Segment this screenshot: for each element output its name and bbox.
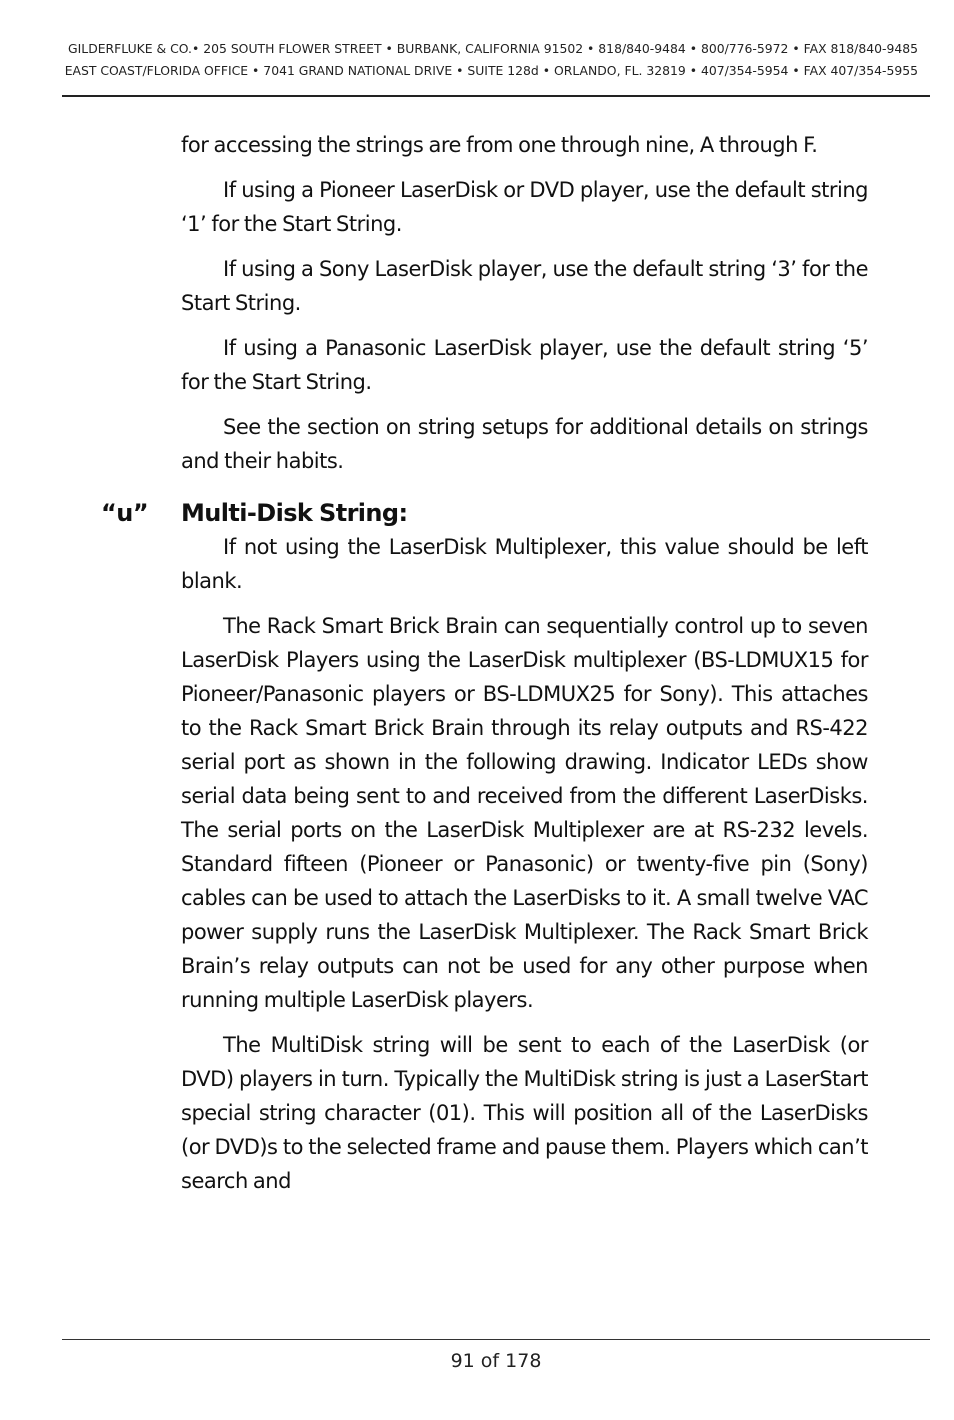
body-paragraph-3: If using a Sony LaserDisk player, use the default string ‘3’ for the Start String. <box>181 257 868 315</box>
multi-disk-section <box>101 496 868 1198</box>
footer-divider <box>62 1339 930 1340</box>
letterhead <box>62 38 918 82</box>
section-heading: Multi-Disk String: <box>181 499 408 527</box>
section-key-marker: “u” <box>101 499 149 527</box>
section-paragraph-3: The MultiDisk string will be sent to each of the LaserDisk (or DVD) players in turn. Typically the MultiDisk string is just a LaserStart special string character (01). This will position all of the LaserDisks (or DVD)s to the selected frame and pause them. Players which can’t search and <box>181 1033 868 1193</box>
body-paragraph-2: If using a Pioneer LaserDisk or DVD player, use the default string ‘1’ for the Start String. <box>181 178 868 236</box>
section-paragraph-2: The Rack Smart Brick Brain can sequentially control up to seven LaserDisk Players using the LaserDisk multiplexer (BS-LDMUX15 for Pioneer/Panasonic players or BS-LDMUX25 for Sony). This attaches to the Rack Smart Brick Brain through its relay outputs and RS-422 serial port as shown in the following drawing. Indicator LEDs show serial data being sent to and received from the different LaserDisks. The serial ports on the LaserDisk Multiplexer are at RS-232 levels. Standard fifteen (Pioneer or Panasonic) or twenty-five pin (Sony) cables can be used to attach the LaserDisks to it. A small twelve VAC power supply runs the LaserDisk Multiplexer. The Rack Smart Brick Brain’s relay outputs can not be used for any other purpose when running multiple LaserDisk players. <box>181 614 868 1012</box>
page-number: 91 of 178 <box>450 1350 542 1372</box>
header-divider <box>62 95 930 97</box>
body-paragraph-4: If using a Panasonic LaserDisk player, use the default string ‘5’ for the Start String. <box>181 336 868 394</box>
page-body <box>101 128 868 1209</box>
letterhead-line-2: EAST COAST/FLORIDA OFFICE • 7041 GRAND NATIONAL DRIVE • SUITE 128d • ORLANDO, FL. 32819 • 407/354-5954 • FAX 407/354-5955 <box>64 63 918 78</box>
section-paragraph-1: If not using the LaserDisk Multiplexer, this value should be left blank. <box>181 535 868 593</box>
letterhead-line-1: GILDERFLUKE & CO.• 205 SOUTH FLOWER STREET • BURBANK, CALIFORNIA 91502 • 818/840-9484 • 800/776-5972 • FAX 818/840-9485 <box>68 41 918 56</box>
body-paragraph-1: for accessing the strings are from one through nine, A through F. <box>181 133 818 157</box>
body-paragraph-5: See the section on string setups for additional details on strings and their habits. <box>181 415 868 473</box>
